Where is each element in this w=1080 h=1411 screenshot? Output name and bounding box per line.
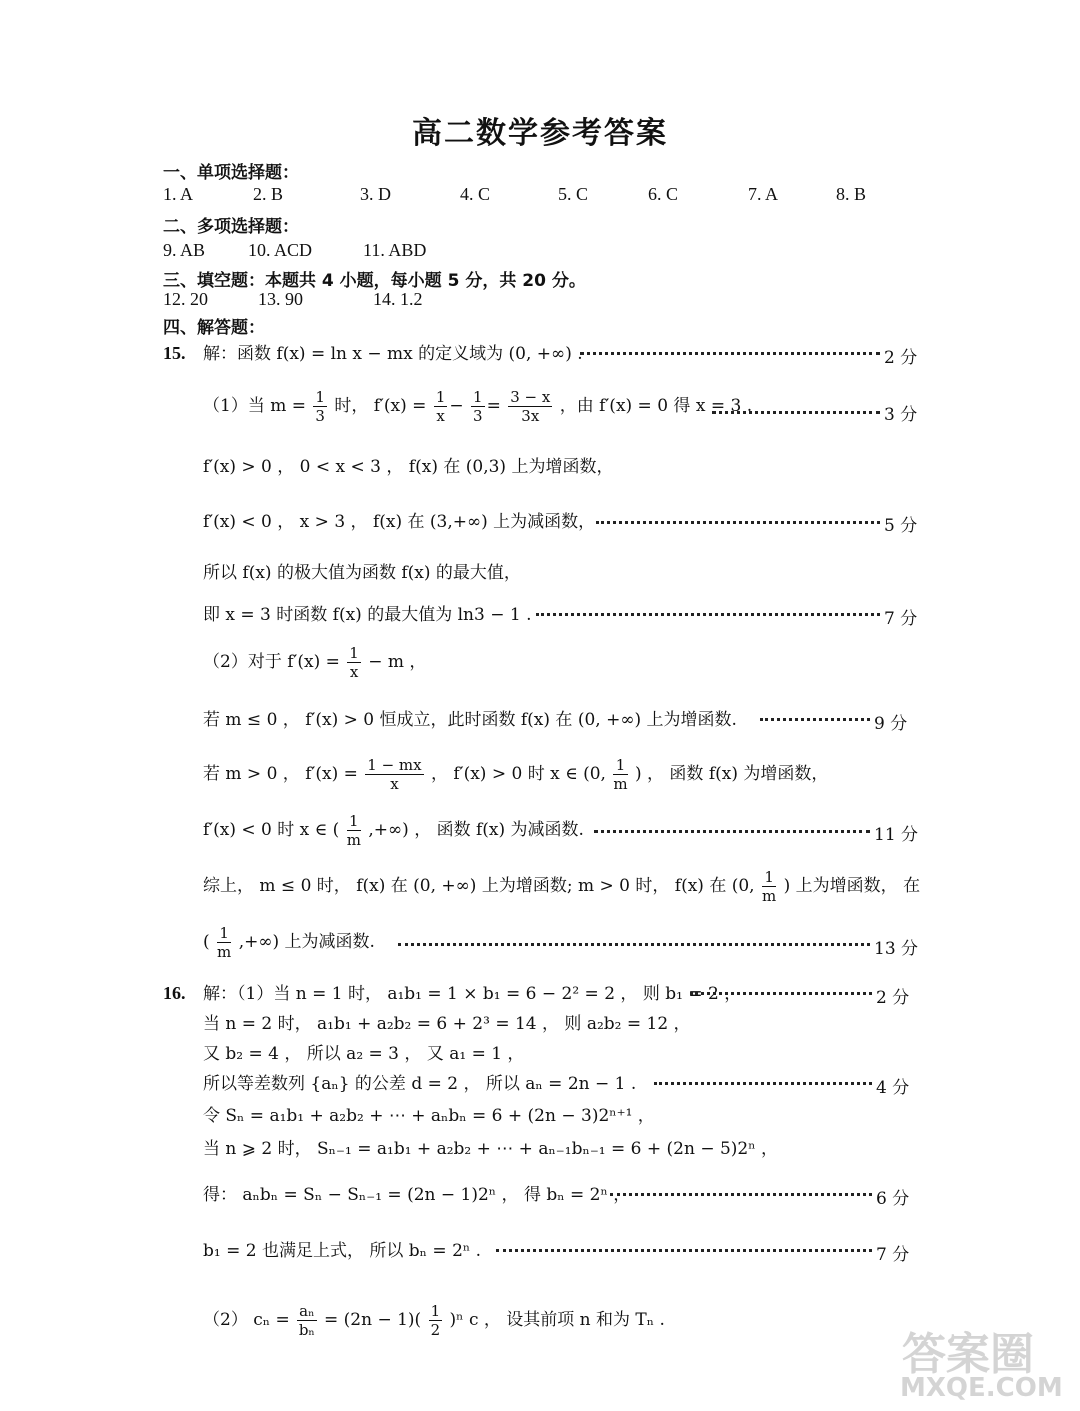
q15-line-8: 若 m ≤ 0 ， f′(x) > 0 恒成立，此时函数 f(x) 在 (0, +∞) 上为增函数.: [203, 710, 737, 730]
q16-line-1: 解：（1）当 n = 1 时， a₁b₁ = 1 × b₁ = 6 − 2² = 2 ， 则 b₁ = 2 ，: [203, 984, 742, 1004]
q16-score-4: 7 分: [876, 1245, 910, 1265]
q15-line-12: [203, 924, 375, 961]
q16-line-2: 当 n = 2 时， a₁b₁ + a₂b₂ = 6 + 2³ = 14 ， 则 a₂b₂ = 12 ，: [203, 1014, 691, 1034]
leader-dots: [594, 830, 870, 833]
q15-line-3: f′(x) > 0 ， 0 < x < 3 ， f(x) 在 (0,3) 上为增函数，: [203, 457, 614, 477]
answer-1: 1. A: [163, 184, 194, 204]
answer-11: 11. ABD: [363, 240, 427, 260]
fraction-one-over-m: $\frac{1}{m}$: [613, 756, 628, 793]
q15-number: 15.: [163, 343, 186, 363]
leader-dots: [654, 1082, 872, 1085]
leader-dots: [536, 613, 880, 616]
leader-dots: [760, 718, 870, 721]
q15-line-5: 所以 f(x) 的极大值为函数 f(x) 的最大值，: [203, 563, 521, 583]
fraction-one-over-m: $\frac{1}{m}$: [217, 924, 232, 961]
q16-line-4: 所以等差数列 {aₙ} 的公差 d = 2 ， 所以 aₙ = 2n − 1 .: [203, 1074, 637, 1094]
leader-dots: [610, 1193, 872, 1196]
q16-line-9a: （2） cₙ =: [203, 1310, 290, 1330]
q16-line-3: 又 b₂ = 4 ， 所以 a₂ = 3 ， 又 a₁ = 1 ，: [203, 1044, 525, 1064]
leader-dots: [398, 943, 870, 946]
q15-line-11: [203, 868, 920, 905]
q15-score-2: 3 分: [884, 405, 918, 425]
fraction-one-over-x: $\frac{1}{x}$: [435, 388, 446, 425]
answer-8: 8. B: [836, 184, 867, 204]
leader-dots: [712, 411, 880, 414]
q16-line-5: 令 Sₙ = a₁b₁ + a₂b₂ + ⋯ + aₙbₙ = 6 + (2n − 3)2ⁿ⁺¹ ，: [203, 1106, 655, 1126]
q16-line-6: 当 n ⩾ 2 时， Sₙ₋₁ = a₁b₁ + a₂b₂ + ⋯ + aₙ₋₁bₙ₋₁ = 6 + (2n − 5)2ⁿ ，: [203, 1139, 779, 1159]
q15-line-1: 解：函数 f(x) = ln x − mx 的定义域为 (0, +∞) .: [203, 344, 583, 364]
q15-score-5: 9 分: [874, 714, 908, 734]
q16-line-9: [203, 1302, 665, 1339]
fraction-3-minus-x: $\frac{3 - x}{3x}$: [510, 388, 551, 425]
q15-line-2: （1）当 m = $\frac{1}{3}$ 时， f′(x) = $\frac{1}{x}$ − $\frac{1}{3}$ = $\frac{3 - x}{3x}$ ，由 f′(x) = 0 得 x = 3 .: [203, 388, 753, 425]
q15-line-10b: ,+∞) ， 函数 f(x) 为减函数.: [368, 820, 584, 840]
page-title: 高二数学参考答案: [412, 116, 668, 151]
answer-9: 9. AB: [163, 240, 206, 260]
answer-3: 3. D: [360, 184, 391, 204]
fraction-one-over-x: $\frac{1}{x}$: [349, 644, 359, 681]
q15-line-2a: （1）当 m =: [203, 396, 306, 416]
fraction-an-over-bn: $\frac{\text{aₙ}}{\text{bₙ}}$: [298, 1302, 315, 1339]
q15-line-7: [203, 644, 426, 681]
q15-line-11a: 综上， m ≤ 0 时， f(x) 在 (0, +∞) 上为增函数; m > 0 时， f(x) 在 (0,: [203, 876, 755, 896]
q15-score-6: 11 分: [874, 825, 919, 845]
q15-line-4: f′(x) < 0 ， x > 3 ， f(x) 在 (3,+∞) 上为减函数，: [203, 512, 596, 532]
q16-number: 16.: [163, 983, 186, 1003]
q15-line-7a: （2）对于 f′(x) =: [203, 652, 340, 672]
q16-score-3: 6 分: [876, 1189, 910, 1209]
q15-line-7b: − m ，: [368, 652, 427, 672]
q15-line-2b: 时， f′(x) =: [334, 396, 427, 416]
section-solutions: 四、解答题：: [163, 318, 265, 338]
q15-line-9: [203, 756, 828, 793]
fraction-one-third: $\frac{1}{3}$: [315, 388, 325, 425]
leader-dots: [690, 992, 872, 995]
q15-score-7: 13 分: [874, 939, 919, 959]
q15-score-3: 5 分: [884, 516, 918, 536]
q15-line-10a: f′(x) < 0 时 x ∈ (: [203, 820, 340, 840]
q15-line-12a: (: [203, 932, 210, 952]
answer-4: 4. C: [460, 184, 491, 204]
answer-6: 6. C: [648, 184, 679, 204]
watermark-url: MXQE.COM: [900, 1373, 1063, 1403]
answer-13: 13. 90: [258, 289, 303, 309]
q15-line-11b: ) 上为增函数， 在: [783, 876, 921, 896]
section-single-choice: 一、单项选择题：: [163, 163, 299, 183]
q15-line-2c: ，由 f′(x) = 0 得 x = 3 .: [559, 396, 753, 416]
q16-line-8: b₁ = 2 也满足上式， 所以 bₙ = 2ⁿ .: [203, 1241, 482, 1261]
fraction-one-third-b: $\frac{1}{3}$: [473, 388, 483, 425]
q15-line-10: [203, 812, 584, 849]
leader-dots: [496, 1249, 872, 1252]
q15-line-9b: ， f′(x) > 0 时 x ∈ (0,: [431, 764, 606, 784]
fraction-one-half: $\frac{1}{2}$: [430, 1302, 441, 1339]
answer-14: 14. 1.2: [373, 289, 423, 309]
q16-line-9c: )ⁿ c ， 设其前项 n 和为 Tₙ .: [449, 1310, 665, 1330]
fraction-1-minus-mx: $\frac{1 - mx}{x}$: [367, 756, 422, 793]
answer-7: 7. A: [748, 184, 779, 204]
q15-line-6: 即 x = 3 时函数 f(x) 的最大值为 ln3 − 1 .: [203, 605, 532, 625]
q16-score-2: 4 分: [876, 1078, 910, 1098]
watermark-logo: 答案圈: [902, 1329, 1034, 1380]
q16-score-1: 2 分: [876, 988, 910, 1008]
section-fill-blank: 三、填空题：本题共 4 小题，每小题 5 分，共 20 分。: [163, 271, 586, 291]
q15-score-4: 7 分: [884, 609, 918, 629]
section-multi-choice: 二、多项选择题：: [163, 217, 299, 237]
fraction-one-over-m: $\frac{1}{m}$: [761, 868, 777, 905]
leader-dots: [580, 352, 880, 355]
answer-10: 10. ACD: [248, 240, 313, 260]
answer-5: 5. C: [558, 184, 589, 204]
answer-2: 2. B: [253, 184, 284, 204]
answer-12: 12. 20: [163, 289, 208, 309]
leader-dots: [596, 521, 880, 524]
q15-score-1: 2 分: [884, 348, 918, 368]
q16-line-7: 得： aₙbₙ = Sₙ − Sₙ₋₁ = (2n − 1)2ⁿ ， 得 bₙ = 2ⁿ ，: [203, 1185, 631, 1205]
q15-line-12b: ,+∞) 上为减函数.: [238, 932, 375, 952]
q16-line-9b: = (2n − 1)(: [324, 1310, 422, 1330]
fraction-one-over-m: $\frac{1}{m}$: [346, 812, 361, 849]
q15-line-9a: 若 m > 0 ， f′(x) =: [203, 764, 358, 784]
q15-line-9c: ) ， 函数 f(x) 为增函数，: [634, 764, 829, 784]
